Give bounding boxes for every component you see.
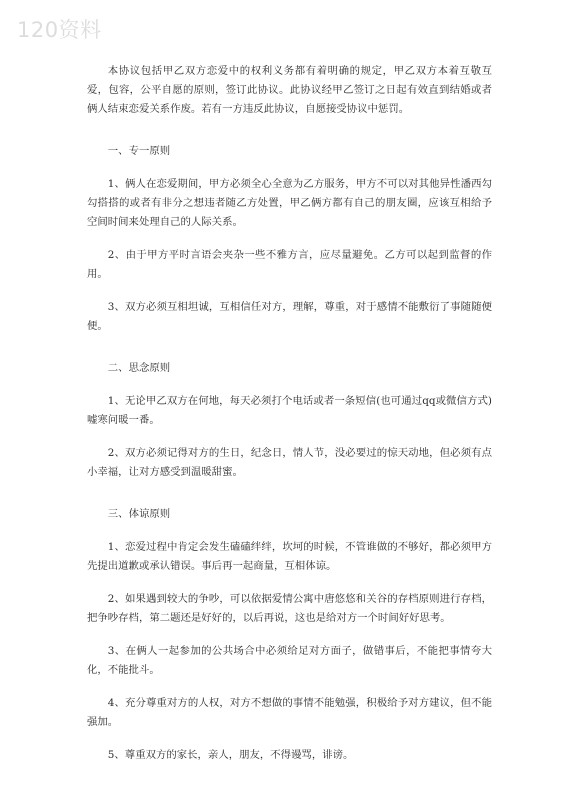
section-heading-loyalty: 一、专一原则 — [107, 145, 171, 157]
clause-paragraph: 1、无论甲乙双方在何地，每天必须打个电话或者一条短信(也可通过qq或微信方式)嘘寒问暖一番。 — [87, 395, 492, 426]
clause-paragraph: 2、如果遇到较大的争吵，可以依据爱情公寓中唐悠悠和关谷的存档原则进行存档，把争吵存档，第二题还是好好的，以后再说，这也是给对方一个时间好好思考。 — [87, 593, 492, 624]
clause-paragraph: 2、双方必须记得对方的生日，纪念日，情人节，没必要过的惊天动地，但必须有点小幸福，让对方感受到温暖甜蜜。 — [87, 447, 492, 478]
watermark-logo: 120资料 — [17, 18, 102, 42]
clause-paragraph: 3、双方必须互相坦诚，互相信任对方，理解，尊重，对于感情不能敷衍了事随随便便。 — [87, 301, 492, 332]
clause-paragraph: 1、俩人在恋爱期间，甲方必须全心全意为乙方服务，甲方不可以对其他异性潘西勾勾搭搭的或者有非分之想违者随乙方处置，甲乙俩方都有自己的朋友圈，应该互相给予空间时间来处理自己的人际关系。 — [87, 178, 492, 228]
clause-paragraph: 4、充分尊重对方的人权，对方不想做的事情不能勉强，积极给予对方建议，但不能强加。 — [87, 697, 492, 728]
clause-paragraph: 1、恋爱过程中肯定会发生磕磕绊绊，坎坷的时候，不管谁做的不够好，都必须甲方先提出道歉或承认错误。事后再一起商量，互相体谅。 — [87, 541, 492, 572]
section-heading-missing: 二、思念原则 — [107, 362, 171, 374]
clause-paragraph: 3、在俩人一起参加的公共场合中必须给足对方面子，做错事后，不能把事情夸大化，不能批斗。 — [87, 645, 492, 676]
clause-paragraph: 2、由于甲方平时言语会夹杂一些不雅方言，应尽量避免。乙方可以起到监督的作用。 — [87, 249, 492, 280]
agreement-document — [87, 62, 492, 765]
clause-paragraph: 5、尊重双方的家长，亲人，朋友，不得谩骂，诽谤。 — [107, 749, 354, 761]
intro-paragraph: 本协议包括甲乙双方恋爱中的权利义务都有着明确的规定，甲乙双方本着互敬互爱，包容，公平自愿的原则，签订此协议。此协议经甲乙签订之日起有效直到结婚或者俩人结束恋爱关系作废。若有一方违反此协议，自愿接受协议中惩罚。 — [87, 65, 492, 115]
section-heading-understanding: 三、体谅原则 — [107, 508, 171, 520]
